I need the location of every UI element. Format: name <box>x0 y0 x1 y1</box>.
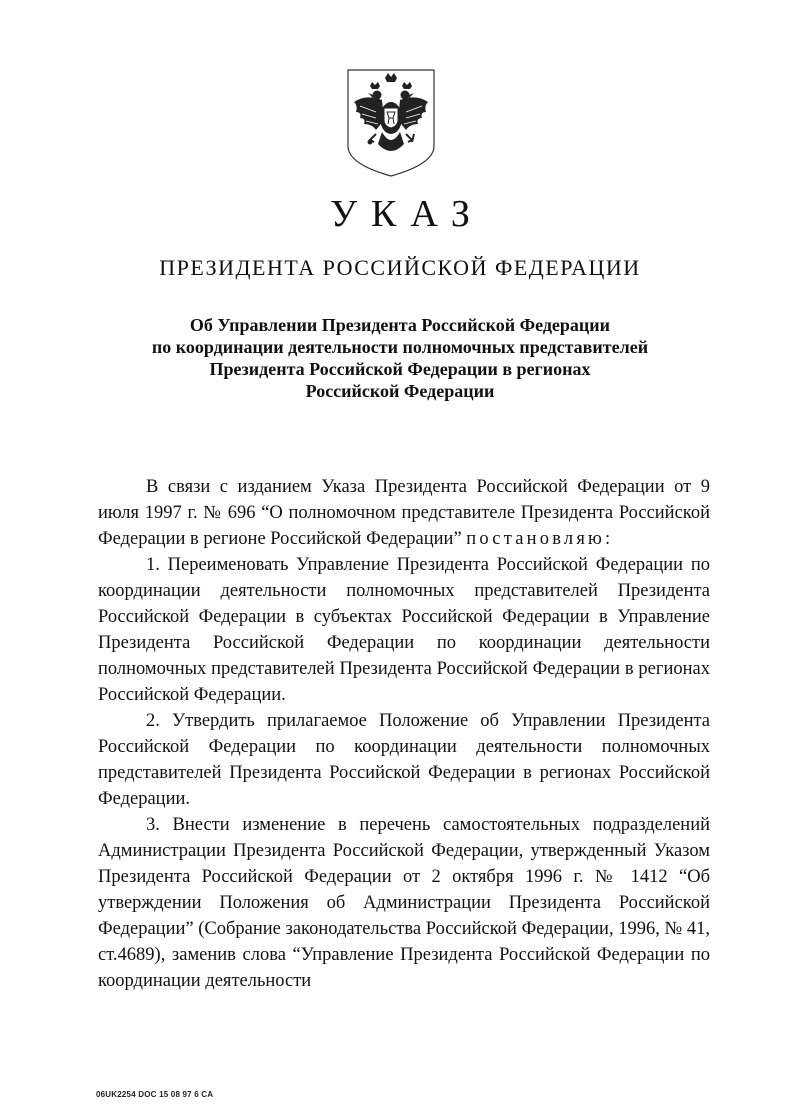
issuing-authority: ПРЕЗИДЕНТА РОССИЙСКОЙ ФЕДЕРАЦИИ <box>159 255 641 280</box>
decree-body <box>98 474 710 994</box>
resolve-word: постановляю: <box>466 529 614 549</box>
subject-line: Российской Федерации <box>305 381 495 401</box>
item-1: 1. Переименовать Управление Президента Российской Федерации по координации деятельности полномочных представителей Президента Российской Федерации в субъектах Российской Федерации в Управление Президента Российской Федерации по координации деятельности полномочных представителей Президента Российской Федерации в регионах Российской Федерации. <box>98 555 710 705</box>
intro-paragraph <box>98 474 710 552</box>
subject-line: Президента Российской Федерации в регионах <box>209 359 591 379</box>
intro-text: В связи с изданием Указа Президента Российской Федерации от 9 июля 1997 г. № 696 “О полномочном представителе Президента Российской Федерации в регионе Российской Федерации” <box>98 477 710 549</box>
subject-line: Об Управлении Президента Российской Федерации <box>189 315 611 335</box>
decree-title: УКАЗ <box>330 193 484 235</box>
decree-subject <box>100 314 700 402</box>
subject-line: по координации деятельности полномочных представителей <box>151 337 649 357</box>
item-3: 3. Внести изменение в перечень самостоятельных подразделений Администрации Президента Российской Федерации, утвержденный Указом Президента Российской Федерации от 2 октября 1996 г. № 1412 “Об утверждении Положения об Администрации Президента Российской Федерации” (Собрание законодательства Российской Федерации, 1996, № 41, ст.4689), заменив слова “Управление Президента Российской Федерации по координации деятельности <box>98 815 710 991</box>
item-2: 2. Утвердить прилагаемое Положение об Управлении Президента Российской Федерации по координации деятельности полномочных представителей Президента Российской Федерации в регионах Российской Федерации. <box>98 711 710 809</box>
double-headed-eagle-emblem-icon <box>346 68 436 178</box>
document-code: 06UK2254 DOC 15 08 97 6 CA <box>96 1090 214 1099</box>
